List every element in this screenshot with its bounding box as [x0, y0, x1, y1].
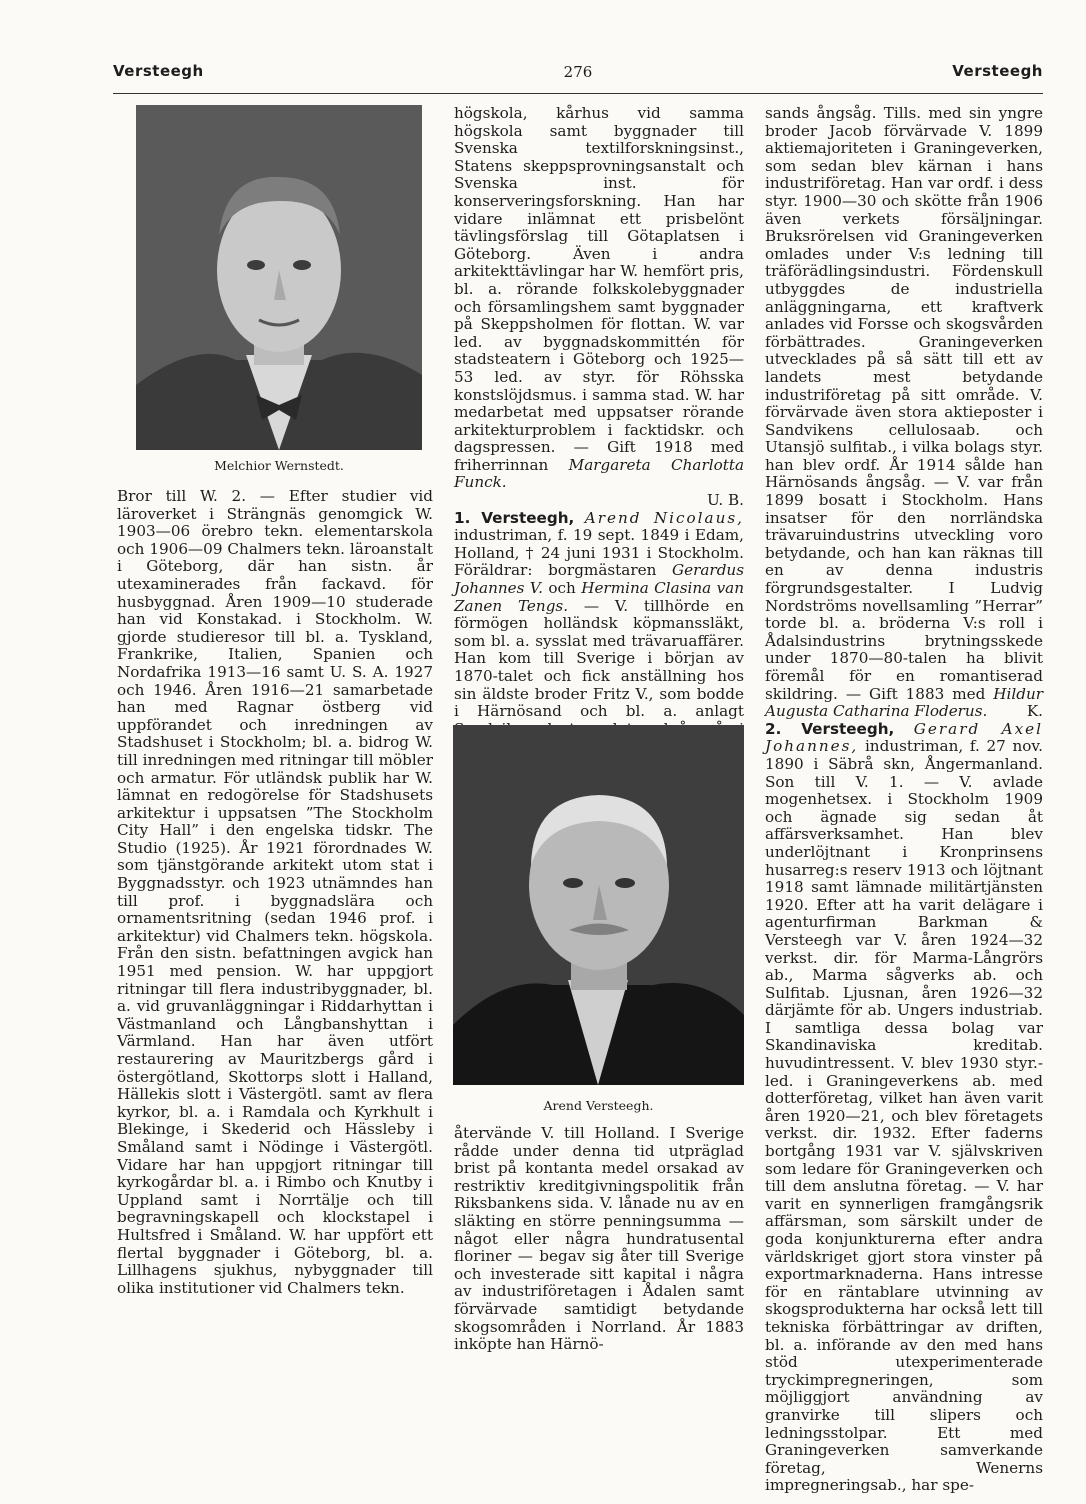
column1-paragraph: Bror till W. 2. — Efter studier vid läroverket i Strängnäs genomgick W. 1903—06 örebro tekn. elementarskola och 1906—09 Chalmers tekn. läroanstalt i Göteborg, där han sistn. år utexaminerades från fackavd. för husbyggnad. Åren 1909—10 studerade han vid Konstakad. i Stockholm. W. gjorde studieresor till bl. a. Tyskland, Frankrike, Italien, Spanien och Nordafrika 1913—16 samt U. S. A. 1927 och 1946. Åren 1916—21 samarbetade han med Ragnar östberg vid uppförandet och inredningen av Stadshuset i Stockholm; bl. a. bidrog W. till inredningen med ritningar till möbler och armatur. För utländsk publik har W. lämnat en redogörelse för Stadshusets arkitektur i uppsatsen ”The Stockholm City Hall” i den engelska tidskr. The Studio (1925). År 1921 förordnades W. som tjänstgörande arkitekt utom stat i Byggnadsstyr. och 1923 utnämndes han till prof. i byggnadslära och ornamentsritning (sedan 1946 prof. i arkitektur) vid Chalmers tekn. högskola. Från den sistn. befattningen avgick han 1951 med pension. W. har uppgjort ritningar till flera industribyggnader, bl. a. vid gruvanläggningar i Riddarhyttan i Västmanland och Långbanshyttan i Värmland. Han har även utfört restaurering av Mauritzbergs gård i östergötland, Skottorps slott i Halland, Hällekis slott i Västergötl. samt av flera kyrkor, bl. a. i Ramdala och Kyrkhult i Blekinge, i Skederid och Hässleby i Småland samt i Nödinge i Västergötl. Vidare har han uppgjort ritningar till kyrkogårdar bl. a. i Rimbo och Knutby i Uppland samt i Norrtälje och till begravningskapell och klockstapel i Hultsfred i Småland. W. har uppfört ett flertal byggnader i Göteborg, bl. a. Lillhagens sjukhus, nybyggnader till olika institutioner vid Chalmers tekn.	[117, 487, 433, 1297]
entry-2-paragraph	[765, 721, 1043, 1495]
text-column-2-lower	[454, 1125, 744, 1354]
portrait-illustration	[453, 725, 744, 1085]
entry-1-text-a: industriman, f. 19 sept. 1849 i Edam, Holland, † 24 juni 1931 i Stockholm. Föräldrar: borgmästaren	[454, 526, 744, 580]
column2-wife-name: Margareta Charlotta Funck.	[454, 455, 745, 492]
page-number: 276	[563, 63, 593, 81]
entry-1-heading: 1. Versteegh,	[454, 508, 575, 527]
entry-1-name: Arend Nicolaus,	[584, 508, 744, 527]
running-header	[113, 60, 1043, 90]
entry-1-text-b: — V. tillhörde en förmögen holländsk köpmanssläkt, som bl. a. sysslat med trävaruaffärer. Han kom till Sverige i början av 1870-talet och fick anställning hos sin äldste broder Fritz V., som bodde i Härnösand och bl. a. anlagt	[454, 596, 744, 721]
header-right-title: Versteegh	[952, 62, 1043, 80]
portrait-photo-versteegh	[453, 725, 744, 1085]
portrait-illustration	[136, 105, 422, 450]
entry-1-and: och	[548, 579, 576, 598]
column3-wife-name: Hildur Augusta Catharina Floderus.	[765, 684, 1044, 721]
entry-1-father: Gerardus Johannes V.	[454, 561, 744, 598]
photo-caption-versteegh: Arend Versteegh.	[543, 1098, 654, 1113]
column3-paragraph-a	[765, 105, 1043, 721]
header-rule	[113, 93, 1043, 94]
entry-2-heading: 2. Versteegh,	[765, 719, 895, 738]
signature-k: K.	[1026, 702, 1043, 721]
entry-2-name: Gerard Axel Johannes,	[765, 719, 1044, 756]
entry-1-mother: Hermina Clasina van Zanen Tengs.	[454, 579, 745, 615]
column2-paragraph-b: återvände V. till Holland. I Sverige rådde under denna tid utpräglad brist på kontanta medel orsakad av restriktiv kreditgivningspolitik från Riksbankens sida. V. lånade nu av en släkting en större penningsumma — något eller några hundratusental floriner — begav sig åter till Sverige och investerade sitt kapital i några av industriföretagen i Ådalen samt förvärvade samtidigt betydande skogsområden i Norrland. År 1883 inköpte han Härnö-	[454, 1124, 744, 1354]
text-column-3	[765, 105, 1043, 1495]
signature-ub: U. B.	[706, 491, 744, 510]
column2-paragraph-a	[454, 105, 744, 492]
column2-text-a: högskola, kårhus vid samma högskola samt byggnader till Svenska textilforskningsinst., Statens skeppsprovningsanstalt och Svenska inst. för konserveringsforskning. Han har vidare inlämnat ett prisbelönt tävlingsförslag till Götaplatsen i Göteborg. Även i andra arkitekttävlingar har W. hemfört pris, bl. a. rörande folkskolebyggnader och församlingshem samt byggnader på Skeppsholmen för flottan. W. var led. av byggnadskommittén för stadsteatern i Göteborg och 1925—53 led. av styr. för Röhsska konstslöjdsmus. i samma stad. W. har medarbetat med uppsatser rörande arkitekturproblem i facktidskr. och dagspressen. — Gift 1918 med friherrinnan	[454, 104, 744, 474]
portrait-photo-wernstedt	[136, 105, 422, 450]
text-column-1	[117, 488, 433, 1297]
entry-2-text: industriman, f. 27 nov. 1890 i Säbrå skn, Ångermanland. Son till V. 1. — V. avlade mogenhetsex. i Stockholm 1909 och ägnade sig sedan åt affärsverksamhet. Han blev underlöjtnant i Kronprinsens husarreg:s reserv 1913 och löjtnant 1918 samt lämnade militärtjänsten 1920. Efter att ha varit delägare i agenturfirman Barkman & Versteegh var V. åren 1924—32 verkst. dir. för Marma-Långrörs ab., Marma sågverks ab. och Sulfitab. Ljusnan, åren 1926—32 därjämte för ab. Ungers industriab. I samtliga dessa bolag var Skandinaviska kreditab. huvudintressent. V. blev 1930 styr.-led. i Graningeverkens ab. med dotterföretag, vilket han även varit åren 1920—21, och blev företagets verkst. dir. 1932. Efter faderns bortgång 1931 var V. självskriven som ledare för Graningeverken och till dem anslutna företag. — V. har varit en synnerligen framgångsrik affärsman, som särskilt under de goda konjunkturerna efter andra världskriget gjort stora vinster på exportmarknaderna. Hans intresse för en räntablare utvinning av skogsprodukterna har också lett till tekniska förbättringar av driften, bl. a. införande av den med hans stöd utexperimenterade tryckimpregneringen, som möjliggjort användning av granvirke till slipers och ledningsstolpar. Ett med Graningeverken samverkande företag, Wenerns impregneringsab., har spe-	[765, 737, 1044, 1495]
text-column-2	[454, 105, 744, 809]
header-left-title: Versteegh	[113, 62, 204, 80]
column3-text-a: sands ångsåg. Tills. med sin yngre broder Jacob förvärvade V. 1899 aktiemajoriteten i Graningeverken, som sedan blev kärnan i hans industriföretag. Han var ordf. i dess styr. 1900—30 och skötte från 1906 även verkets försäljningar. Bruksrörelsen vid Graningeverken omlades under V:s ledning till träförädlingsindustri. Fördenskull utbyggdes de industriella anläggningarna, ett kraftverk anlades vid Forsse och skogsvården förbättrades. Graningeverken utvecklades på så sätt till ett av landets mest betydande industriföretag på sitt område. V. förvärvade även stora aktieposter i Sandvikens cellulosaab. och Utansjö sulfitab., i vilka bolags styr. han blev ordf. År 1914 sålde han Härnösands ångsåg. — V. var från 1899 bosatt i Stockholm. Hans insatser för den norrländska trävaruindustrins utveckling voro betydande, och han kan räknas till en av denna industris förgrundsgestalter. I Ludvig Nordströms novellsamling ”Herrar” torde bl. a. bröderna V:s roll i Ådalsindustrins brytningsskede under 1870—80-talen ha blivit föremål för en romantiserad skildring. — Gift 1883 med	[765, 104, 1043, 703]
photo-caption-wernstedt: Melchior Wernstedt.	[214, 458, 344, 473]
